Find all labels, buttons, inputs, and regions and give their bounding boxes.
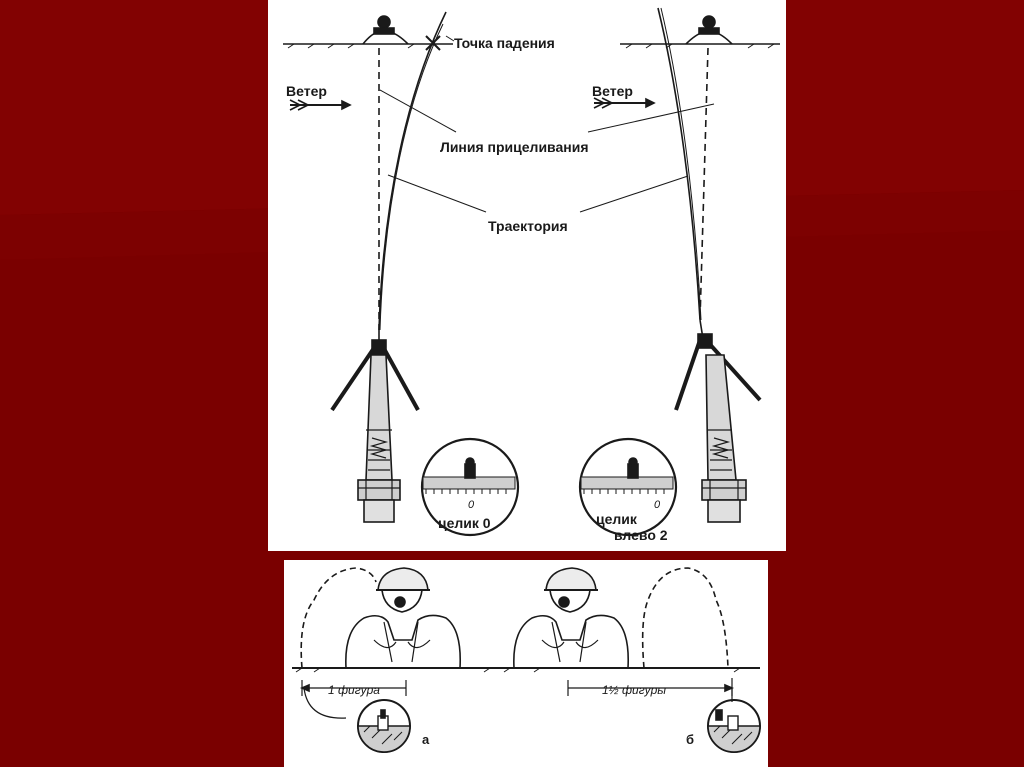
aim-line-label: Линия прицеливания	[440, 139, 589, 155]
letter-a-label: а	[422, 732, 430, 747]
soldier-right-icon	[514, 568, 628, 668]
aim-line-right	[700, 48, 708, 320]
sight-left-caption: целик 0	[438, 515, 491, 531]
target-bunker-right-icon	[686, 16, 732, 44]
wind-label-left: Ветер	[286, 83, 327, 99]
aiming-diagram	[268, 0, 786, 551]
trajectory-left	[379, 12, 446, 330]
target-bunker-left-icon	[363, 16, 408, 44]
sight-left-scale-value: 0	[468, 499, 475, 511]
aiming-diagram-panel	[268, 0, 786, 551]
impact-point-label: Точка падения	[454, 35, 555, 51]
measure-a-label: 1 фигура	[328, 683, 380, 697]
mortar-left-icon	[332, 330, 418, 522]
ground-right	[620, 44, 780, 48]
measure-b-label: 1½ фигуры	[602, 683, 667, 697]
observer-diagram-panel	[284, 560, 768, 767]
mortar-right-icon	[676, 320, 760, 522]
wind-arrow-left-icon	[290, 100, 350, 110]
sight-right-caption-line1: целик	[596, 511, 637, 527]
sight-right-scale-value: 0	[654, 499, 661, 511]
soldier-left-icon	[346, 568, 460, 668]
scope-view-b-icon	[708, 700, 760, 752]
sight-right-caption-line2: влево 2	[614, 527, 668, 543]
trajectory-label: Траектория	[488, 218, 568, 234]
silhouette-right	[643, 568, 728, 668]
impact-point-icon	[426, 36, 440, 50]
scope-view-a-icon	[358, 700, 410, 752]
wind-arrow-right-icon	[594, 98, 654, 108]
trajectory-right	[658, 8, 700, 320]
wind-label-right: Ветер	[592, 83, 633, 99]
letter-b-label: б	[686, 732, 695, 747]
observer-diagram	[284, 560, 768, 767]
